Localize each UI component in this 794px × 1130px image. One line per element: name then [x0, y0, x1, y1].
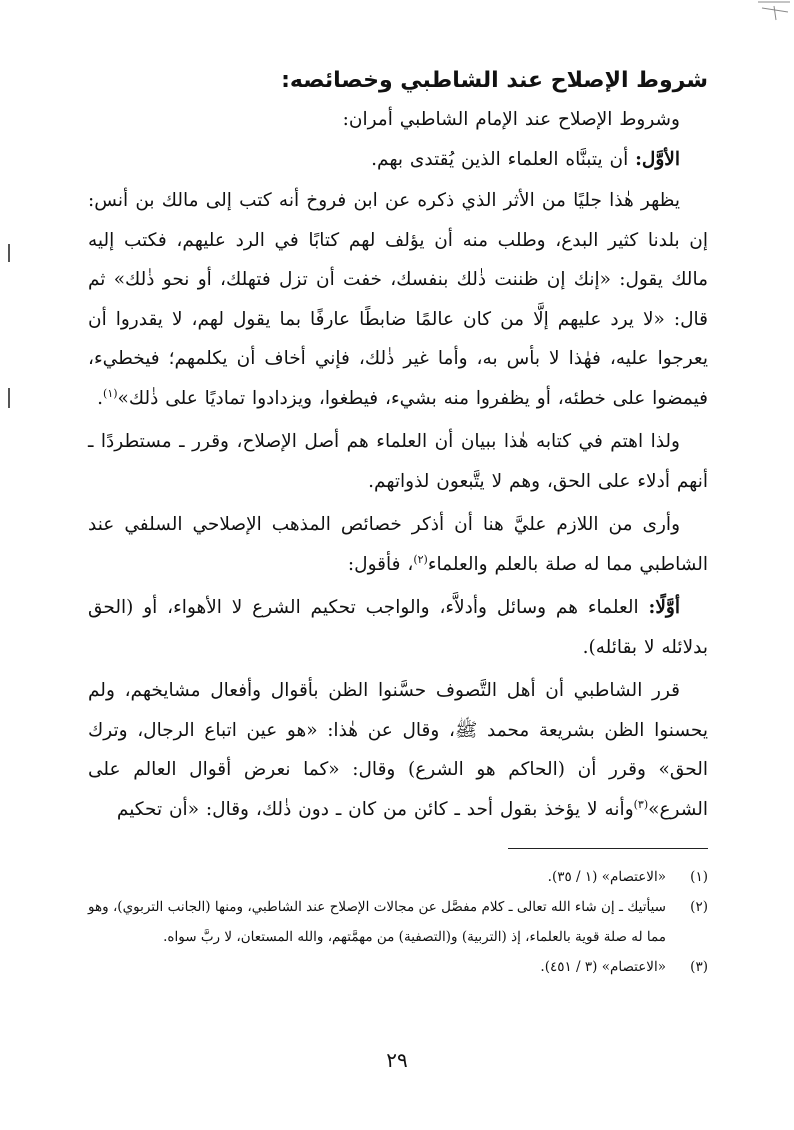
paragraph-3-tail: .: [97, 387, 104, 409]
paragraph-6: [88, 588, 708, 667]
paragraph-1: [88, 100, 708, 140]
footnote-3-text: «الاعتصام» (٣ / ٤٥١).: [540, 959, 666, 975]
footnote-1: [88, 862, 708, 892]
paragraph-2-lead: الأوَّل:: [635, 148, 680, 170]
paragraph-6-lead: أوَّلًا:: [648, 597, 680, 618]
paragraph-7: [88, 671, 708, 829]
scan-margin-mark-1: [8, 244, 10, 262]
footnote-1-text: «الاعتصام» (١ / ٣٥).: [547, 869, 666, 885]
footnote-1-number: (١): [690, 869, 708, 885]
paragraph-7-tail: وأنه لا يؤخذ بقول أحد ـ كائن من كان ـ دون ذٰلك، وقال: «أن تحكيم: [116, 798, 634, 820]
page-number: ٢٩: [386, 1048, 408, 1072]
page-body: [88, 62, 708, 829]
paragraph-6-text: العلماء هم وسائل وأدلاَّء، والواجب تحكيم الشرع لا الأهواء، أو (الحق بدلائله لا بقائله).: [88, 597, 708, 658]
scan-margin-mark-2: [8, 388, 10, 408]
paragraph-4: [88, 422, 708, 501]
footnotes: [88, 862, 708, 982]
paragraph-4-text: ولذا اهتم في كتابه هٰذا ببيان أن العلماء هم أصل الإصلاح، وقرر ـ مستطردًا ـ أنهم أدلاء على الحق، وهم لا يتَّبعون لذواتهم.: [88, 431, 708, 492]
paragraph-1-text: وشروط الإصلاح عند الإمام الشاطبي أمران:: [342, 109, 680, 130]
footnote-ref-3[interactable]: (٣): [633, 797, 649, 811]
paragraph-7-text: قرر الشاطبي أن أهل التَّصوف حسَّنوا الظن بأقوال وأفعال مشايخهم، ولم يحسنوا الظن بشريعة محمد ﷺ، وقال عن هٰذا: «هو عين اتباع الرجال، وترك الحق» وقرر أن (الحاكم هو الشرع) وقال: «كما نعرض أقوال العالم على الشرع»: [88, 680, 708, 820]
footnote-3-number: (٣): [690, 959, 708, 975]
footnote-3: [88, 952, 708, 982]
paragraph-5-tail: ، فأقول:: [347, 553, 414, 575]
paragraph-3-text: يظهر هٰذا جليًا من الأثر الذي ذكره عن ابن فروخ أنه كتب إلى مالك بن أنس: إن بلدنا كثير البدع، وطلب منه أن يؤلف لهم كتابًا في الرد عليهم، فكتب إليه مالك يقول: «إنك إن ظننت ذٰلك بنفسك، خفت أن تزل فتهلك، أو نحو ذٰلك» ثم قال: «لا يرد عليهم إلَّا من كان عالمًا ضابطًا عارفًا بما يقول لهم، لا يقدروا أن يعرجوا عليه، فهٰذا لا بأس به، وأما غير ذٰلك، فإني أخاف أن يكلمهم؛ فيخطيء، فيمضوا على خطئه، أو يظفروا منه بشيء، فيطغوا، ويزدادوا تماديًا على ذٰلك»: [88, 190, 708, 409]
section-heading: شروط الإصلاح عند الشاطبي وخصائصه:: [281, 68, 708, 93]
footnote-separator: [508, 848, 708, 849]
paragraph-3: [88, 181, 708, 418]
footnote-ref-1[interactable]: (١): [103, 386, 118, 400]
scan-corner-mark: [754, 0, 794, 22]
paragraph-2-text: أن يتبنَّاه العلماء الذين يُقتدى بهم.: [371, 148, 636, 170]
paragraph-5: [88, 505, 708, 584]
footnote-2-text: سيأتيك ـ إن شاء الله تعالى ـ كلام مفصَّل عن مجالات الإصلاح عند الشاطبي، ومنها (الجانب التربوي)، وهو مما له صلة قوية بالعلماء، إذ (التربية) و(التصفية) من مهمَّتهم، والله المستعان، لا ربَّ سواه.: [88, 899, 666, 945]
footnote-ref-2[interactable]: (٢): [413, 552, 428, 566]
footnote-2-number: (٢): [690, 899, 708, 915]
paragraph-2: [88, 140, 708, 180]
paragraph-5-text: وأرى من اللازم عليَّ هنا أن أذكر خصائص المذهب الإصلاحي السلفي عند الشاطبي مما له صلة بالعلم والعلماء: [88, 514, 708, 575]
footnote-2: [88, 892, 708, 952]
